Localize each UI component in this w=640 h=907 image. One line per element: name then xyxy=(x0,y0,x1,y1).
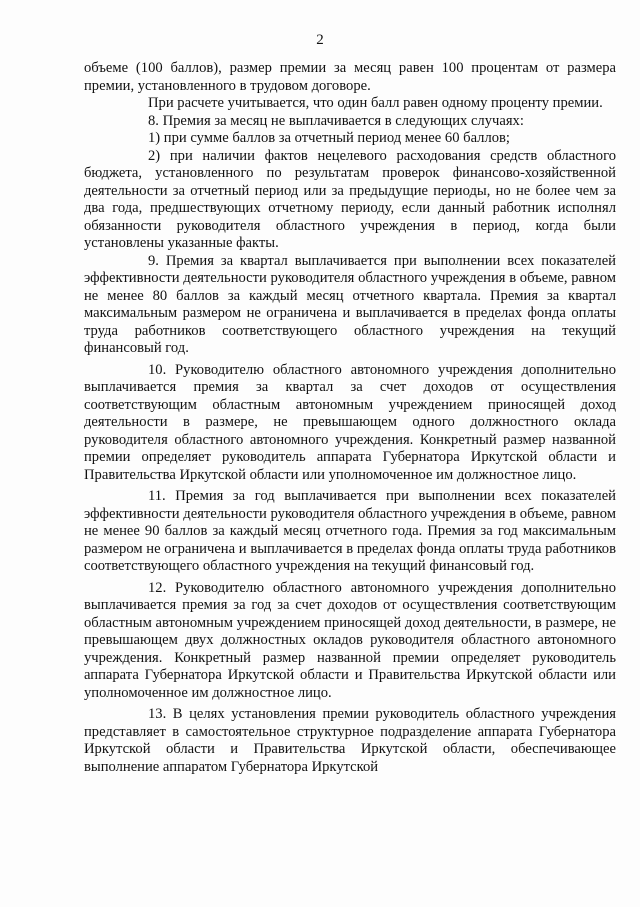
paragraph-clause-8-item-2: 2) при наличии фактов нецелевого расходования средств областного бюджета, установленного по результатам проверок финансово-хозяйственной деятельности за отчетный период или за предыдущие периоды, но не более чем за два года, предшествующих отчетному периоду, если данный работник исполнял обязанности руководителя областного учреждения в период, когда были установлены указанные факты. xyxy=(84,147,616,251)
paragraph-clause-11: 11. Премия за год выплачивается при выполнении всех показателей эффективности деятельности руководителя областного учреждения в объеме, равном не менее 90 баллов за каждый месяц отчетного года. Премия за год максимальным размером не ограничена и выплачивается в пределах фонда оплаты труда работников соответствующего областного учреждения на текущий финансовый год. xyxy=(84,488,616,574)
paragraph-clause-10: 10. Руководителю областного автономного учреждения дополнительно выплачивается премия за квартал за счет доходов от осуществления соответствующим областным автономным учреждением приносящей доход деятельности в размере, не превышающем одного должностного оклада руководителя областного автономного учреждения. Конкретный размер названной премии определяет руководитель аппарата Губернатора Иркутской области и Правительства Иркутской области или уполномоченное им должностное лицо. xyxy=(84,361,616,483)
paragraph-clause-8-item-1: 1) при сумме баллов за отчетный период менее 60 баллов; xyxy=(148,130,510,146)
paragraph-clause-8: 8. Премия за месяц не выплачивается в следующих случаях: xyxy=(148,112,524,129)
page-number: 2 xyxy=(316,32,324,48)
document-body xyxy=(84,60,616,776)
paragraph-clause-13: 13. В целях установления премии руководитель областного учреждения представляет в самостоятельное структурное подразделение аппарата Губернатора Иркутской области и Правительства Иркутской области, обеспечивающее выполнение аппаратом Губернатора Иркутской xyxy=(84,706,616,775)
paragraph-clause-9: 9. Премия за квартал выплачивается при выполнении всех показателей эффективности деятельности руководителя областного учреждения в объеме, равном не менее 80 баллов за каждый месяц отчетного квартала. Премия за квартал максимальным размером не ограничена и выплачивается в пределах фонда оплаты труда работников соответствующего областного учреждения на текущий финансовый год. xyxy=(84,252,616,356)
paragraph-clause-12: 12. Руководителю областного автономного учреждения дополнительно выплачивается премия за год за счет доходов от осуществления соответствующим областным автономным учреждением приносящей доход деятельности, в размере, не превышающем двух должностных окладов руководителя областного автономного учреждения. Конкретный размер названной премии определяет руководитель аппарата Губернатора Иркутской области и Правительства Иркутской области или уполномоченное им должностное лицо. xyxy=(84,579,616,701)
paragraph-continuation: объеме (100 баллов), размер премии за месяц равен 100 процентам от размера премии, установленного в трудовом договоре. xyxy=(84,60,616,94)
paragraph-point-calculation: При расчете учитывается, что один балл равен одному проценту премии. xyxy=(148,95,603,111)
